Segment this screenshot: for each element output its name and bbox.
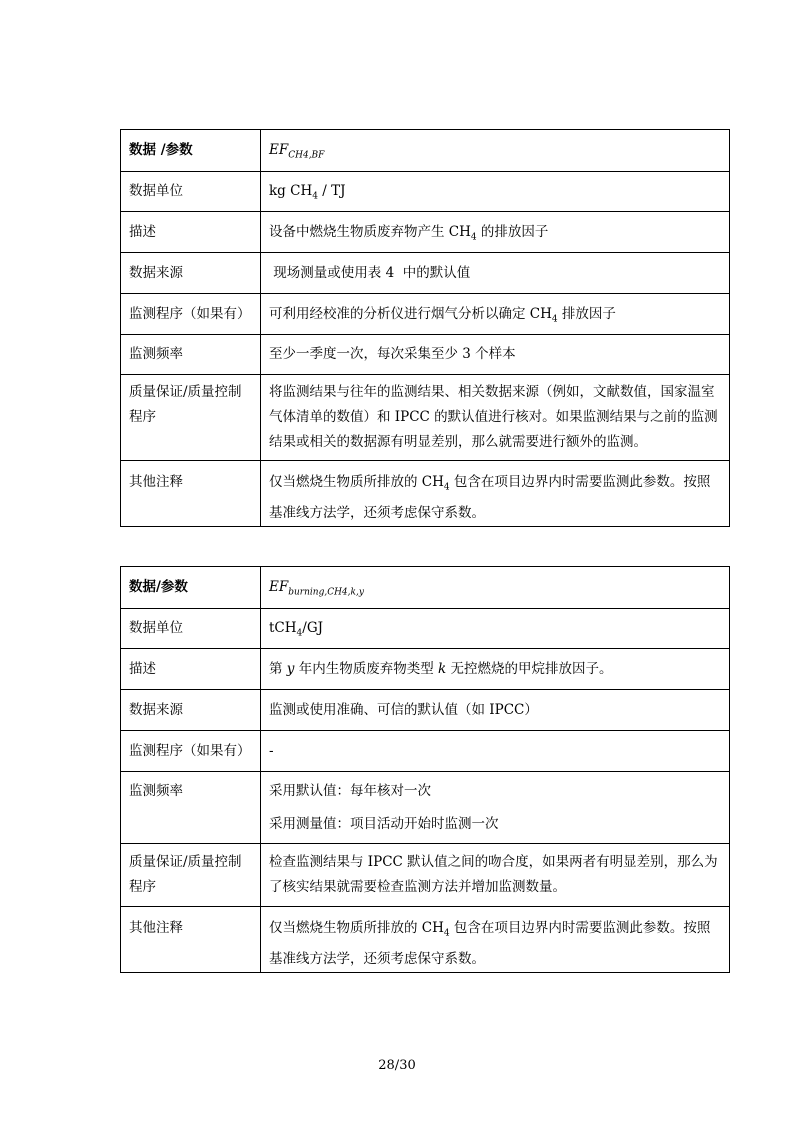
row-label: 数据 /参数 [121,130,261,172]
row-value: 第 y 年内生物质废弃物类型 k 无控燃烧的甲烷排放因子。 [261,649,730,690]
row-value: 现场测量或使用表 4 中的默认值 [261,253,730,294]
row-label: 质量保证/质量控制程序 [121,844,261,907]
row-label: 监测频率 [121,772,261,844]
page-number: 28/30 [378,1058,416,1073]
table-row [121,172,730,212]
row-label: 数据/参数 [121,567,261,609]
row-label: 监测频率 [121,335,261,375]
table-row [121,253,730,294]
row-value: 设备中燃烧生物质废弃物产生 $CH_4$ 的排放因子 [261,212,730,253]
row-value: $EF_{CH4,BF}$ [261,130,730,172]
row-value: 监测或使用准确、可信的默认值（如 IPCC） [261,690,730,731]
table-row [121,772,730,844]
row-label: 监测程序（如果有） [121,294,261,335]
table-row [121,212,730,253]
row-label: 质量保证/质量控制程序 [121,375,261,461]
row-label: 数据单位 [121,172,261,212]
row-label: 数据来源 [121,690,261,731]
parameter-table-1 [120,129,730,527]
table-row [121,461,730,527]
row-value: 可利用经校准的分析仪进行烟气分析以确定 $CH_4$ 排放因子 [261,294,730,335]
row-label: 其他注释 [121,461,261,527]
table-row [121,649,730,690]
row-label: 数据单位 [121,609,261,649]
table-row [121,567,730,609]
row-value: 将监测结果与往年的监测结果、相关数据来源（例如，文献数值，国家温室气体清单的数值）和 IPCC 的默认值进行核对。如果监测结果与之前的监测结果或相关的数据源有明显差别，那么就需要进行额外的监测。 [261,375,730,461]
row-value: tCH$_4$/GJ [261,609,730,649]
row-label: 数据来源 [121,253,261,294]
table-row [121,335,730,375]
row-value: 仅当燃烧生物质所排放的 $CH_4$ 包含在项目边界内时需要监测此参数。按照基准线方法学，还须考虑保守系数。 [261,461,730,527]
row-value: - [261,731,730,772]
frequency-line-1: 采用默认值：每年核对一次 [269,783,431,799]
row-value: 检查监测结果与 IPCC 默认值之间的吻合度，如果两者有明显差别，那么为了核实结果就需要检查监测方法并增加监测数量。 [261,844,730,907]
table-row [121,130,730,172]
table-row [121,731,730,772]
table-row [121,907,730,973]
row-label: 描述 [121,649,261,690]
frequency-line-2: 采用测量值：项目活动开始时监测一次 [269,816,499,832]
row-label: 其他注释 [121,907,261,973]
table-row [121,844,730,907]
table-row [121,294,730,335]
table-row [121,690,730,731]
table-row [121,375,730,461]
row-value [261,772,730,844]
row-label: 描述 [121,212,261,253]
parameter-table-2 [120,566,730,973]
row-value: 至少一季度一次，每次采集至少 3 个样本 [261,335,730,375]
row-value: $EF_{burning,CH4,k,y}$ [261,567,730,609]
row-label: 监测程序（如果有） [121,731,261,772]
row-value: 仅当燃烧生物质所排放的 $CH_4$ 包含在项目边界内时需要监测此参数。按照基准线方法学，还须考虑保守系数。 [261,907,730,973]
table-row [121,609,730,649]
row-value: kg $CH_4$ / TJ [261,172,730,212]
